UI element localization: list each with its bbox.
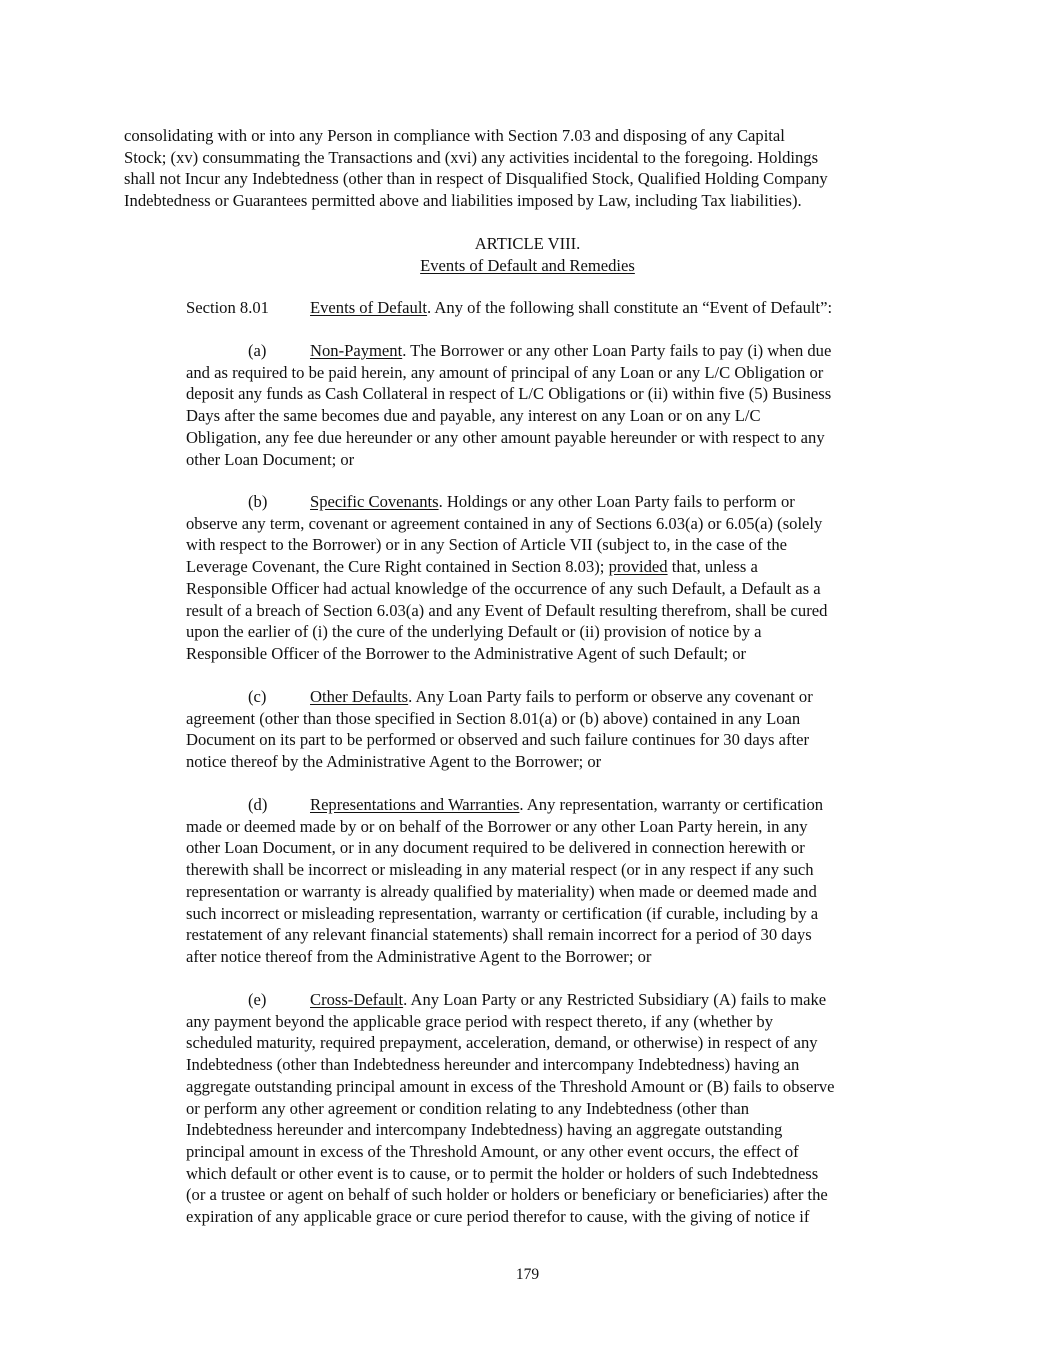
- text-line: scheduled maturity, required prepayment, acceleration, demand, or otherwise) in respect of any: [186, 1033, 818, 1053]
- clause-text: . Any Loan Party fails to perform or observe any covenant or: [408, 687, 813, 706]
- text-line: Stock; (xv) consummating the Transactions and (xvi) any activities incidental to the foregoing. Holdings: [124, 147, 819, 167]
- section-heading: [186, 297, 832, 319]
- text-line: consolidating with or into any Person in compliance with Section 7.03 and disposing of any Capital: [124, 126, 785, 145]
- text-line: any payment beyond the applicable grace period with respect thereto, if any (whether by: [186, 1011, 774, 1031]
- proviso-word: provided: [608, 557, 668, 577]
- text-line: aggregate outstanding principal amount in excess of the Threshold Amount or (B) fails to observe: [186, 1076, 835, 1096]
- text-line: (or a trustee or agent on behalf of such holder or holders or beneficiary or beneficiaries) after the: [186, 1185, 828, 1205]
- intro-paragraph: [124, 125, 828, 212]
- text-line: made or deemed made by or on behalf of the Borrower or any other Loan Party herein, in any: [186, 816, 808, 836]
- proviso-pre: Leverage Covenant, the Cure Right contained in Section 8.03);: [186, 557, 609, 577]
- text-line: Responsible Officer had actual knowledge of the occurrence of any such Default, a Default as a: [186, 578, 821, 598]
- clause-heading: Other Defaults: [310, 687, 409, 706]
- text-line: Document on its part to be performed or observed and such failure continues for 30 days after: [186, 730, 809, 750]
- clause-heading: Non-Payment: [310, 341, 403, 360]
- clause-b: [186, 491, 827, 665]
- text-line: Days after the same becomes due and payable, any interest on any Loan or on any L/C: [186, 406, 761, 426]
- clause-marker: (c): [248, 687, 267, 706]
- clause-text: . Any representation, warranty or certification: [519, 795, 824, 814]
- text-line: deposit any funds as Cash Collateral in respect of L/C Obligations or (ii) within five (5) Business: [186, 384, 832, 404]
- text-line: notice thereof by the Administrative Agent to the Borrower; or: [186, 752, 602, 772]
- text-line: representation or warranty is already qualified by materiality) when made or deemed made and: [186, 881, 817, 901]
- clause-text: . The Borrower or any other Loan Party fails to pay (i) when due: [402, 341, 832, 360]
- clause-text: . Any Loan Party or any Restricted Subsidiary (A) fails to make: [403, 990, 827, 1009]
- text-line: therewith shall be incorrect or misleading in any material respect (or in any respect if any such: [186, 860, 814, 880]
- text-line: with respect to the Borrower) or in any Section of Article VII (subject to, in the case of the: [186, 535, 788, 555]
- clause-heading: Representations and Warranties: [310, 795, 520, 814]
- clause-d: [186, 794, 823, 968]
- text-line: observe any term, covenant or agreement contained in any of Sections 6.03(a) or 6.05(a) (solely: [186, 513, 823, 533]
- text-line: upon the earlier of (i) the cure of the underlying Default or (ii) provision of notice by a: [186, 622, 762, 642]
- section-heading-text: Events of Default: [310, 298, 428, 317]
- clause-e: [186, 989, 835, 1228]
- text-line: agreement (other than those specified in Section 8.01(a) or (b) above) contained in any Loan: [186, 708, 801, 728]
- text-line: [186, 556, 827, 578]
- proviso-post: that, unless a: [667, 557, 758, 577]
- text-line: which default or other event is to cause, or to permit the holder or holders of such Indebtedness: [186, 1163, 819, 1183]
- text-line: such incorrect or misleading representation, warranty or certification (if curable, including by a: [186, 903, 819, 923]
- section-text: . Any of the following shall constitute an “Event of Default”:: [427, 298, 833, 317]
- text-line: other Loan Document, or in any document required to be delivered in connection herewith or: [186, 838, 805, 858]
- clause-text: . Holdings or any other Loan Party fails to perform or: [438, 492, 795, 511]
- text-line: Indebtedness hereunder and intercompany Indebtedness) having an aggregate outstanding: [186, 1120, 783, 1140]
- article-title-text: Events of Default and Remedies: [420, 256, 635, 275]
- clause-marker: (d): [248, 795, 268, 814]
- clause-marker: (a): [248, 341, 267, 360]
- text-line: restatement of any relevant financial statements) shall remain incorrect for a period of 30 days: [186, 925, 812, 945]
- clause-a: [186, 340, 831, 470]
- clause-heading: Specific Covenants: [310, 492, 439, 511]
- section-label: Section 8.01: [186, 298, 269, 317]
- page-number: 179: [515, 1266, 540, 1283]
- text-line: other Loan Document; or: [186, 449, 355, 469]
- text-line: after notice thereof from the Administrative Agent to the Borrower; or: [186, 946, 652, 966]
- text-line: principal amount in excess of the Threshold Amount, or any other event occurs, the effect of: [186, 1141, 799, 1161]
- clause-heading: Cross-Default: [310, 990, 404, 1009]
- clause-c: [186, 686, 813, 773]
- article-title: [0, 255, 1055, 277]
- text-line: expiration of any applicable grace or cure period therefor to cause, with the giving of notice if: [186, 1207, 810, 1227]
- text-line: Responsible Officer of the Borrower to the Administrative Agent of such Default; or: [186, 643, 747, 663]
- article-number: ARTICLE VIII.: [474, 234, 581, 253]
- text-line: Indebtedness (other than Indebtedness hereunder and intercompany Indebtedness) having an: [186, 1055, 800, 1075]
- clause-marker: (e): [248, 990, 267, 1009]
- text-line: or perform any other agreement or condition relating to any Indebtedness (other than: [186, 1098, 750, 1118]
- text-line: and as required to be paid herein, any amount of principal of any Loan or any L/C Obligation or: [186, 362, 824, 382]
- text-line: Obligation, any fee due hereunder or any other amount payable hereunder or with respect to any: [186, 427, 825, 447]
- clause-marker: (b): [248, 492, 268, 511]
- text-line: Indebtedness or Guarantees permitted above and liabilities imposed by Law, including Tax liabilities).: [124, 191, 802, 211]
- text-line: result of a breach of Section 6.03(a) and any Event of Default resulting therefrom, shall be cured: [186, 600, 828, 620]
- text-line: shall not Incur any Indebtedness (other than in respect of Disqualified Stock, Qualified Holding Company: [124, 169, 828, 189]
